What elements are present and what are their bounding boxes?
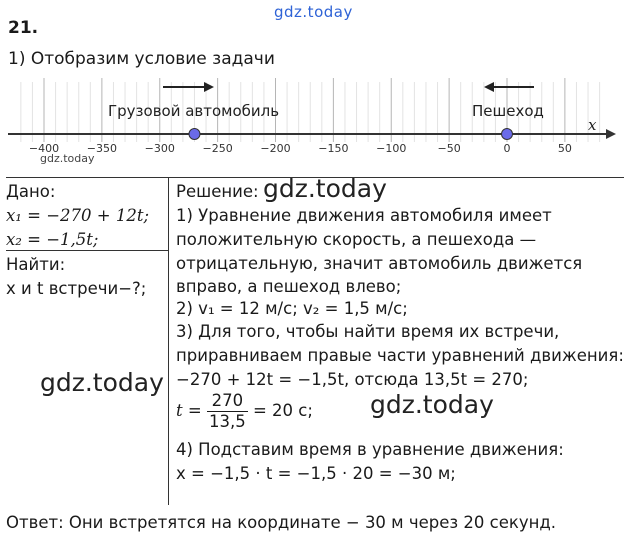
watermark-big-1: gdz.today	[263, 174, 387, 203]
tick-label: −100	[376, 142, 407, 155]
answer: Ответ: Они встретятся на координате − 30 м через 20 секунд.	[6, 513, 557, 532]
tick-label: −300	[144, 142, 175, 155]
given-divider	[6, 250, 168, 251]
solution-line: вправо, а пешеход влево;	[176, 277, 402, 296]
table-divider-vertical	[168, 177, 169, 505]
pedestrian-position-point	[502, 129, 513, 140]
solution-line: 2) v₁ = 12 м/с; v₂ = 1,5 м/с;	[176, 299, 408, 318]
solution-title: Решение:	[176, 182, 259, 201]
tick-label: 50	[557, 142, 572, 155]
watermark-big-2: gdz.today	[40, 368, 164, 397]
tick-label: −250	[202, 142, 233, 155]
number-line-diagram	[0, 72, 634, 177]
solution-line: положительную скорость, а пешехода —	[176, 230, 537, 249]
site-watermark: gdz.today	[274, 3, 353, 21]
tick-label: 0	[503, 142, 511, 155]
t-result: = 20 с;	[252, 401, 313, 420]
task-number: 21.	[8, 18, 39, 38]
tick-label: −350	[86, 142, 117, 155]
solution-line: −270 + 12t = −1,5t, отсюда 13,5t = 270;	[176, 370, 529, 389]
watermark-small: gdz.today	[40, 152, 95, 165]
solution-line-5: x = −1,5 · t = −1,5 · 20 = −30 м;	[176, 464, 456, 483]
tick-label: −150	[318, 142, 349, 155]
given-title: Дано:	[6, 182, 56, 201]
tick-label: −50	[437, 142, 461, 155]
solution-line: отрицательную, значит автомобиль движется	[176, 254, 583, 273]
given-equation-1: x₁ = −270 + 12t;	[6, 206, 150, 225]
pedestrian-label: Пешеход	[472, 102, 544, 120]
solution-line: приравниваем правые части уравнений движения:	[176, 346, 624, 365]
tick-label: −200	[260, 142, 291, 155]
x-axis-arrowhead	[606, 129, 616, 139]
find-title: Найти:	[6, 255, 66, 274]
solution-line-4: 4) Подставим время в уравнение движения:	[176, 440, 564, 459]
solution-line: 3) Для того, чтобы найти время их встречи,	[176, 322, 560, 341]
watermark-big-3: gdz.today	[370, 390, 494, 419]
truck-arrowhead	[204, 82, 214, 92]
tick-labels	[29, 142, 572, 155]
x-axis-label: x	[588, 116, 597, 134]
pedestrian-arrowhead	[484, 82, 494, 92]
step-1-heading: 1) Отобразим условие задачи	[8, 49, 275, 69]
t-prefix: t =	[176, 401, 202, 420]
fraction-numerator: 270	[207, 391, 248, 412]
fraction-equation	[176, 391, 313, 432]
solution-line: 1) Уравнение движения автомобиля имеет	[176, 206, 552, 225]
truck-position-point	[189, 129, 200, 140]
given-equation-2: x₂ = −1,5t;	[6, 230, 99, 249]
time-fraction	[207, 391, 248, 432]
tick-label: −400	[28, 142, 60, 155]
find-text: x и t встречи−?;	[6, 279, 147, 298]
fraction-denominator: 13,5	[208, 412, 246, 431]
truck-label: Грузовой автомобиль	[108, 102, 280, 120]
